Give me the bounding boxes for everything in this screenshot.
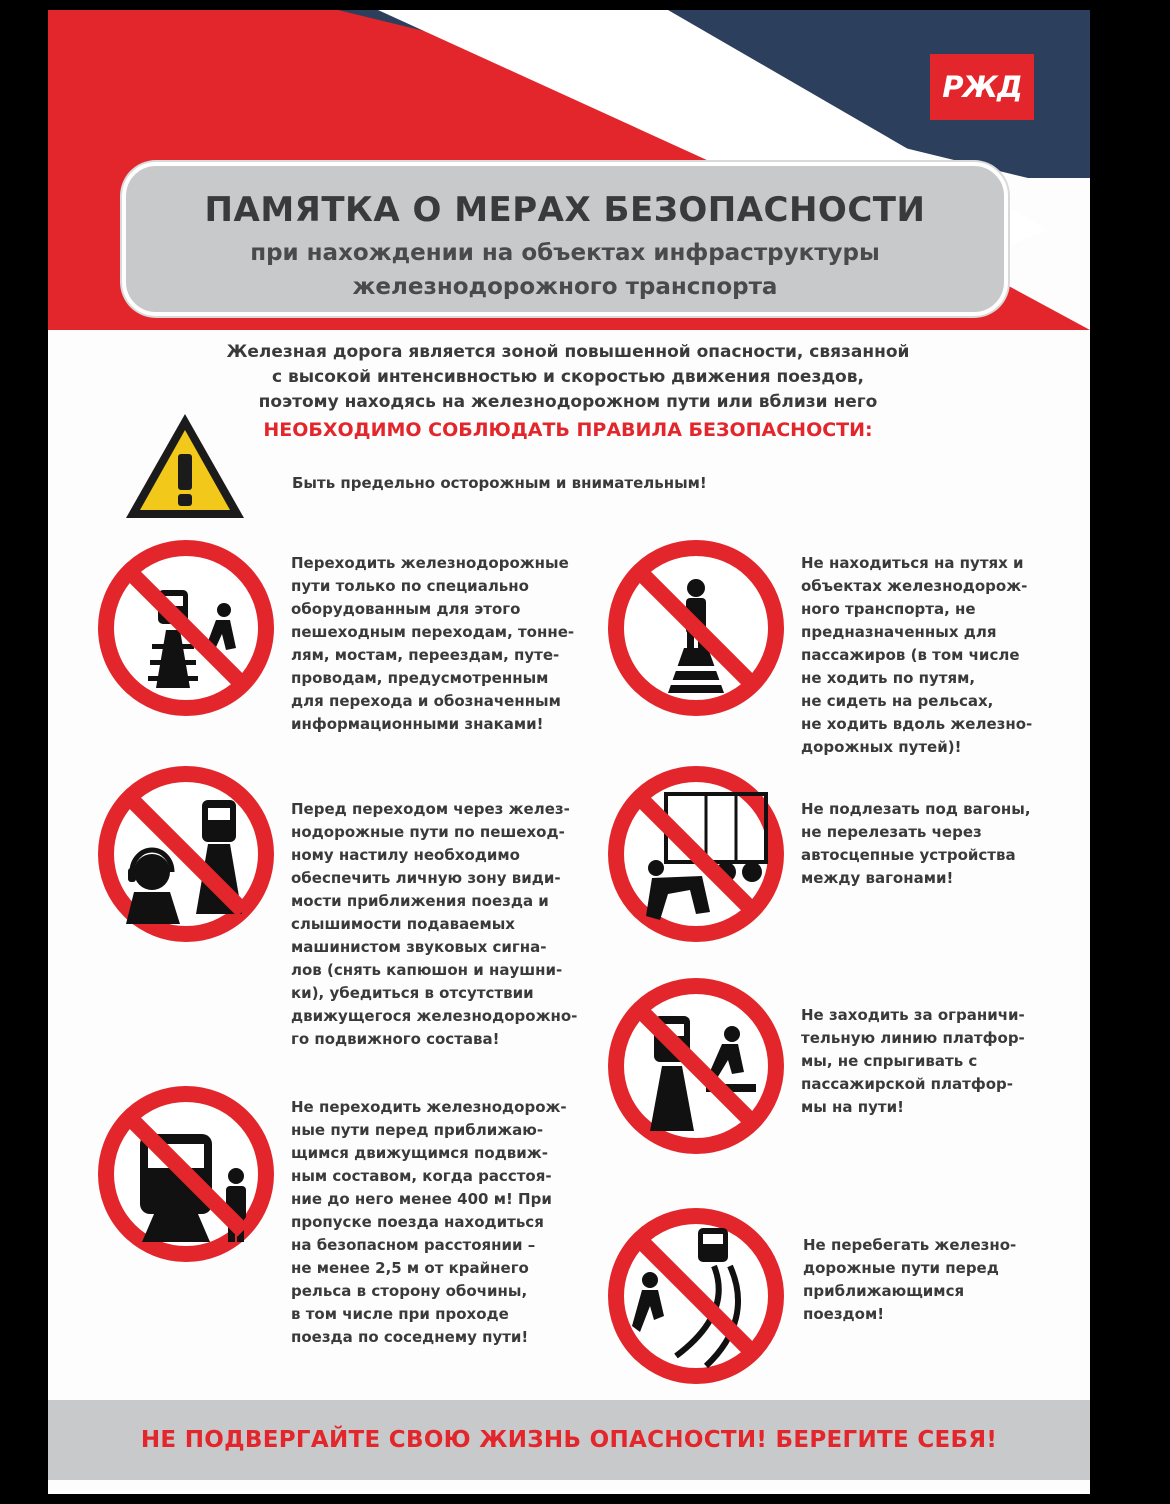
- page-subtitle-2: железнодорожного транспорта: [352, 274, 778, 300]
- no-running-across-icon: [606, 1206, 786, 1386]
- intro-line-2: с высокой интенсивностью и скоростью движения поездов,: [272, 367, 864, 387]
- rule-text-7: Не перебегать железно- дорожные пути перед приближающимся поездом!: [803, 1236, 1017, 1323]
- intro-line-3: поэтому находясь на железнодорожном пути или вблизи него: [258, 392, 878, 412]
- page-title: ПАМЯТКА О МЕРАХ БЕЗОПАСНОСТИ: [204, 190, 926, 230]
- poster: [48, 10, 1090, 1494]
- footer-banner: НЕ ПОДВЕРГАЙТЕ СВОЮ ЖИЗНЬ ОПАСНОСТИ! БЕРЕГИТЕ СЕБЯ!: [48, 1400, 1090, 1480]
- no-walking-on-tracks-icon: [606, 538, 786, 718]
- rule-text-3: Перед переходом через желез- нодорожные пути по пешеход- ному настилу необходимо обеспечить личную зону види- мости приближения поезда и слышимости подаваемых машинистом звуковых сигна- лов (снять капюшон и наушни- ки), убедиться в отсутствии движущегося железнодорожно- го подвижного состава!: [291, 800, 578, 1048]
- title-banner: [122, 162, 1008, 316]
- no-crossing-before-train-icon: [96, 1084, 276, 1264]
- page-subtitle-1: при нахождении на объектах инфраструктуры: [250, 240, 880, 266]
- rule-text-5: Не заходить за ограничи- тельную линию платфор- мы, не спрыгивать с пассажирской платфор- мы на пути!: [801, 1006, 1025, 1116]
- no-crawling-under-wagons-icon: [606, 764, 786, 944]
- no-headphones-icon: [96, 764, 276, 944]
- no-crossing-tracks-icon: [96, 538, 276, 718]
- rzd-logo: РЖД: [930, 54, 1034, 120]
- warning-text: Быть предельно осторожным и внимательным!: [292, 474, 707, 492]
- rule-text-6: Не переходить железнодорож- ные пути перед приближаю- щимся движущимся подвиж- ным составом, когда расстоя- ние до него менее 400 м! При пропуске поезда находиться на безопасном расстоянии – не менее 2,5 м от крайнего рельса в сторону обочины, в том числе при проходе поезда по соседнему пути!: [291, 1098, 567, 1346]
- rule-text-4: Не подлезать под вагоны, не перелезать через автосцепные устройства между вагонами!: [801, 800, 1031, 887]
- rule-text-2: Не находиться на путях и объектах железнодорож- ного транспорта, не предназначенных для пассажиров (в том числе не ходить по путям, не сидеть на рельсах, не ходить вдоль железно- дорожных путей)!: [801, 554, 1033, 756]
- intro-text: [168, 340, 968, 415]
- warning-triangle-icon: [122, 410, 248, 522]
- intro-line-1: Железная дорога является зоной повышенной опасности, связанной: [226, 342, 910, 362]
- rule-text-1: Переходить железнодорожные пути только по специально оборудованным для этого пешеходным переходам, тонне- лям, мостам, переездам, путе- проводам, предусмотренным для перехода и обозначенным информационными знаками!: [291, 554, 575, 733]
- rules-heading: НЕОБХОДИМО СОБЛЮДАТЬ ПРАВИЛА БЕЗОПАСНОСТИ:: [263, 419, 873, 441]
- no-jumping-from-platform-icon: [606, 976, 786, 1156]
